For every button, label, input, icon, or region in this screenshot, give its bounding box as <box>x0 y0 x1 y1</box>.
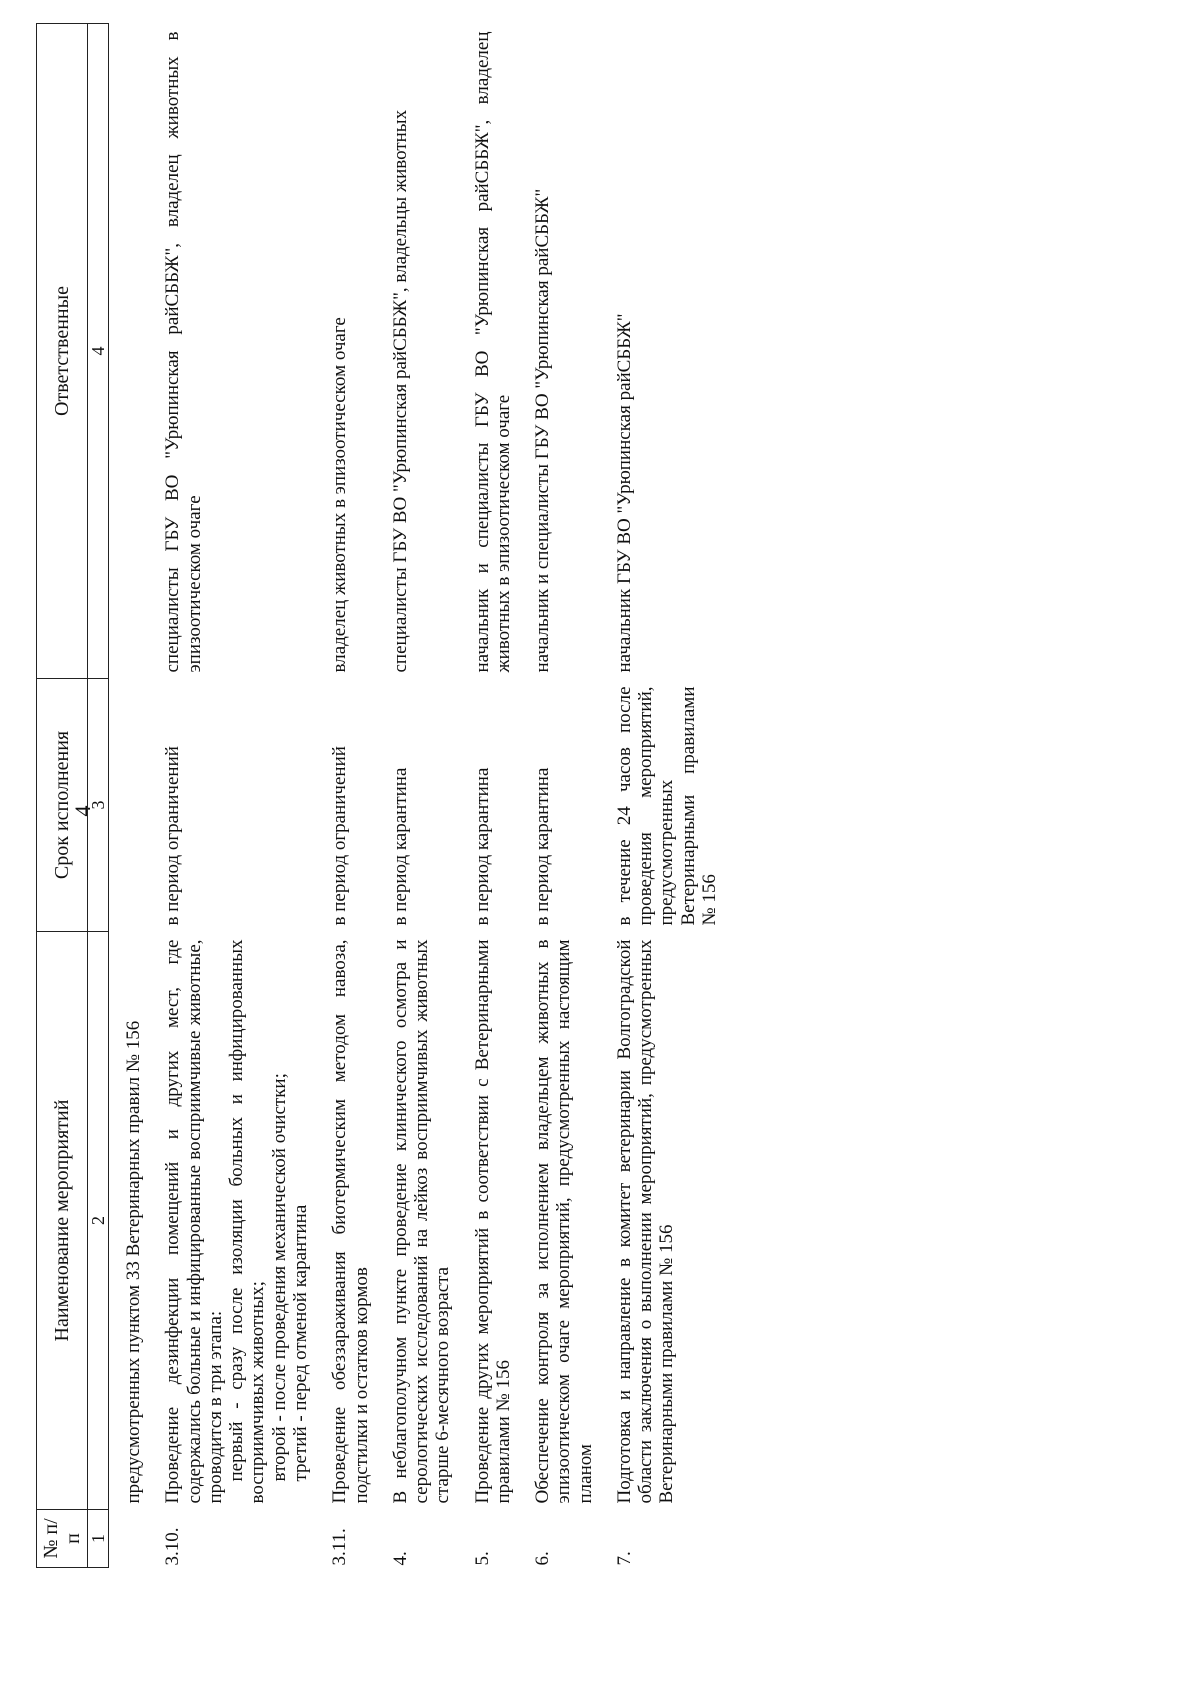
row-num <box>123 1510 162 1568</box>
row-term: в период карантина <box>532 767 554 926</box>
row-num: 3.11. <box>329 1528 351 1566</box>
header-num: № п/п <box>37 1510 88 1568</box>
column-index-3: 3 <box>88 679 109 932</box>
row-responsible: начальник и специалисты ГБУ ВО "Урюпинская райСББЖ", владелец животных в эпизоотическом очаге <box>471 31 514 673</box>
row-name: Обеспечение контроля за исполнением владельцем животных в эпизоотическом очаге мероприятий, предусмотренных настоящим планом <box>532 939 596 1504</box>
table-row <box>472 24 533 1568</box>
header-name: Наименование мероприятий <box>37 932 88 1510</box>
row-num: 5. <box>471 1551 493 1566</box>
table-row <box>390 24 472 1568</box>
row-num: 4. <box>389 1551 411 1566</box>
row-name: Подготовка и направление в комитет ветеринарии Волгоградской области заключения о выполнении мероприятий, предусмотренных Ветеринарными правилами № 156 <box>613 939 678 1504</box>
row-responsible: начальник ГБУ ВО "Урюпинская райСББЖ" <box>613 313 635 673</box>
row-term: в период карантина <box>389 767 411 926</box>
row-term <box>123 679 162 932</box>
row-term: в период карантина <box>471 767 493 926</box>
table-header-row <box>37 24 88 1568</box>
row-name-stage: третий - перед отменой карантина <box>290 1204 312 1482</box>
row-name-cell <box>162 932 329 1510</box>
row-responsible: владелец животных в эпизоотическом очаге <box>329 317 351 673</box>
table-row <box>532 24 614 1568</box>
page-number: 4 <box>70 805 95 817</box>
row-name-stage: первый - сразу после изоляции больных и инфицированных восприимчивых животных; <box>226 939 269 1504</box>
header-responsible: Ответственные <box>37 24 88 679</box>
row-num: 7. <box>613 1551 635 1566</box>
row-name: Проведение дезинфекции помещений и других мест, где содержались больные и инфицированные восприимчивые животные, проводится в три этапа: <box>162 939 226 1504</box>
column-index-2: 2 <box>88 932 109 1510</box>
row-responsible: специалисты ГБУ ВО "Урюпинская райСББЖ", владелец животных в эпизоотическом очаге <box>162 31 205 673</box>
row-responsible: специалисты ГБУ ВО "Урюпинская райСББЖ", владельцы животных <box>389 109 411 673</box>
header-term: Срок исполнения <box>37 679 88 932</box>
row-responsible <box>123 24 162 679</box>
column-index-4: 4 <box>88 24 109 679</box>
row-name-stage: второй - после проведения механической очистки; <box>268 1073 290 1482</box>
measures-table <box>36 23 738 1568</box>
row-num: 6. <box>532 1551 554 1566</box>
column-index-row <box>88 24 109 1568</box>
row-term: в период ограничений <box>162 746 184 926</box>
row-name: Проведение обеззараживания биотермическим методом навоза, подстилки и остатков кормов <box>329 939 372 1504</box>
row-name: Проведение других мероприятий в соответствии с Ветеринарными правилами № 156 <box>471 939 514 1504</box>
row-name: предусмотренных пунктом 33 Ветеринарных правил № 156 <box>123 1020 145 1504</box>
column-index-1: 1 <box>88 1510 109 1568</box>
row-responsible: начальник и специалисты ГБУ ВО "Урюпинская райСББЖ" <box>532 188 554 673</box>
table-row <box>614 24 738 1568</box>
table-row <box>162 24 329 1568</box>
table-row <box>329 24 390 1568</box>
row-name: В неблагополучном пункте проведение клинического осмотра и серологических исследований на лейкоз восприимчивых животных старше 6-месячного возраста <box>389 939 454 1504</box>
row-term: в течение 24 часов после проведения мероприятий, предусмотренных Ветеринарными правилами № 156 <box>613 686 720 926</box>
row-num: 3.10. <box>162 1527 184 1566</box>
row-term: в период ограничений <box>329 746 351 926</box>
table-row <box>123 24 162 1568</box>
